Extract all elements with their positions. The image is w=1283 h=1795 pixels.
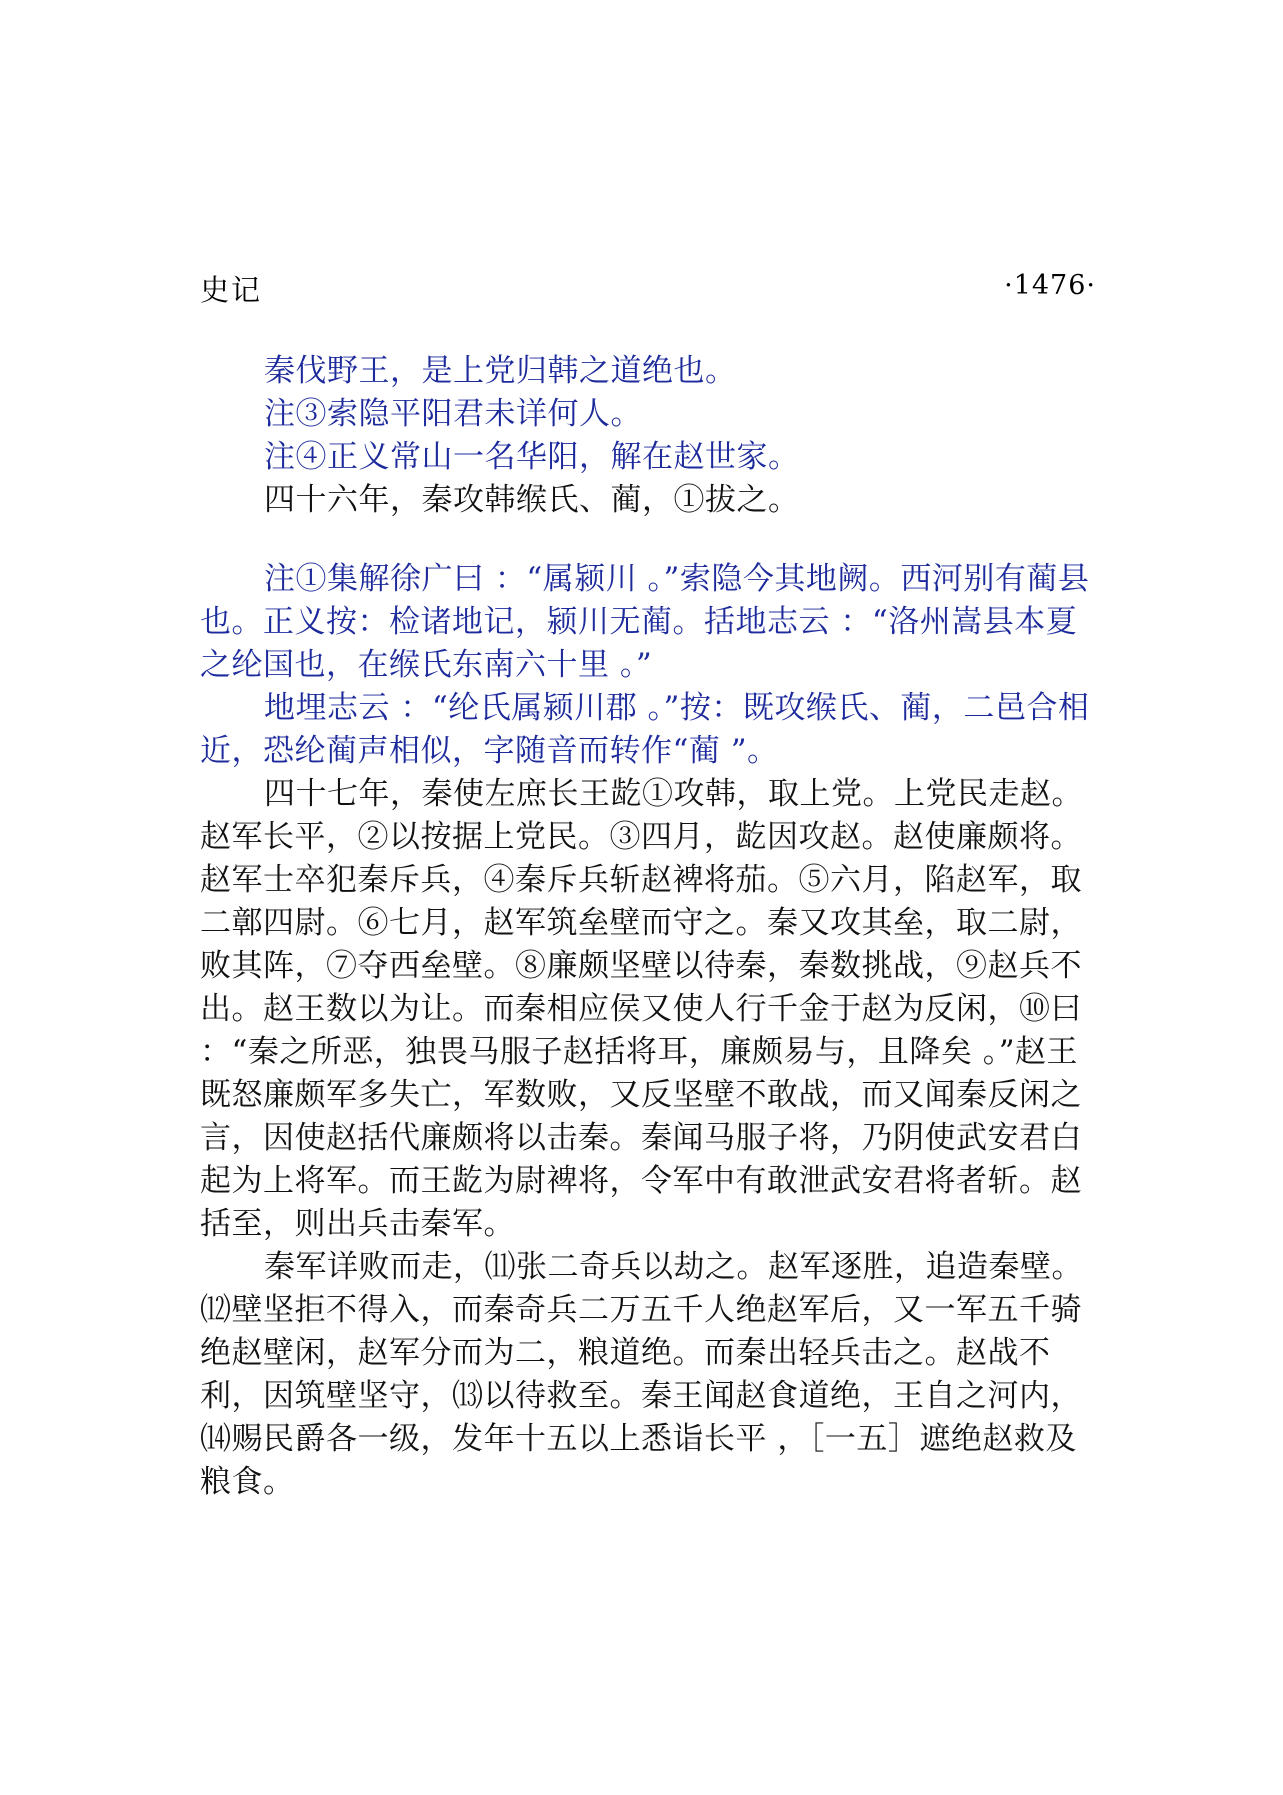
page-body: [200, 350, 1100, 1504]
book-title: 史记: [200, 273, 263, 307]
annotation-paragraph: 注③索隐平阳君未详何人。: [264, 396, 642, 432]
annotation-paragraph: 注①集解徐广曰 ：“属颍川 。”索隐今其地阙。西河别有蔺县也。正义按：检诸地记，颍川无蔺。括地志云 ：“洛州嵩县本夏之纶国也，在缑氏东南六十里 。”: [200, 561, 1090, 683]
annotation-paragraph: 秦伐野王，是上党归韩之道绝也。: [264, 353, 737, 389]
annotation-paragraph: 注④正义常山一名华阳，解在赵世家。: [264, 439, 800, 475]
page-header: [200, 268, 1096, 308]
paragraph-spacer: [200, 522, 1100, 558]
text-paragraph: 四十六年，秦攻韩缑氏、蔺，①拔之。: [264, 482, 800, 518]
annotation-paragraph: 地埋志云 ：“纶氏属颍川郡 。”按：既攻缑氏、蔺，二邑合相近，恐纶蔺声相似，字随音而转作“蔺 ”。: [200, 690, 1090, 769]
page-number: ·1476·: [1004, 270, 1096, 301]
text-paragraph: 四十七年，秦使左庶长王龁①攻韩，取上党。上党民走赵。赵军长平，②以按据上党民。③四月，龁因攻赵。赵使廉颇将。赵军士卒犯秦斥兵，④秦斥兵斩赵裨将茄。⑤六月，陷赵军，取二鄣四尉。⑥七月，赵军筑垒壁而守之。秦又攻其垒，取二尉，败其阵，⑦夺西垒壁。⑧廉颇坚壁以待秦，秦数挑战，⑨赵兵不出。赵王数以为让。而秦相应侯又使人行千金于赵为反闲，⑩曰 ：“秦之所恶，独畏马服子赵括将耳，廉颇易与，且降矣 。”赵王既怒廉颇军多失亡，军数败，又反坚壁不敢战，而又闻秦反闲之言，因使赵括代廉颇将以击秦。秦闻马服子将，乃阴使武安君白起为上将军。而王龁为尉裨将，令军中有敢泄武安君将者斩。赵括至，则出兵击秦军。: [200, 776, 1083, 1242]
text-paragraph: 秦军详败而走，⑾张二奇兵以劫之。赵军逐胜，追造秦壁。⑿壁坚拒不得入，而秦奇兵二万五千人绝赵军后，又一军五千骑绝赵壁闲，赵军分而为二，粮道绝。而秦出轻兵击之。赵战不利，因筑壁坚守，⒀以待救至。秦王闻赵食道绝，王自之河内，⒁赐民爵各一级，发年十五以上悉诣长平 ，［一五］遮绝赵救及粮食。: [200, 1249, 1083, 1500]
